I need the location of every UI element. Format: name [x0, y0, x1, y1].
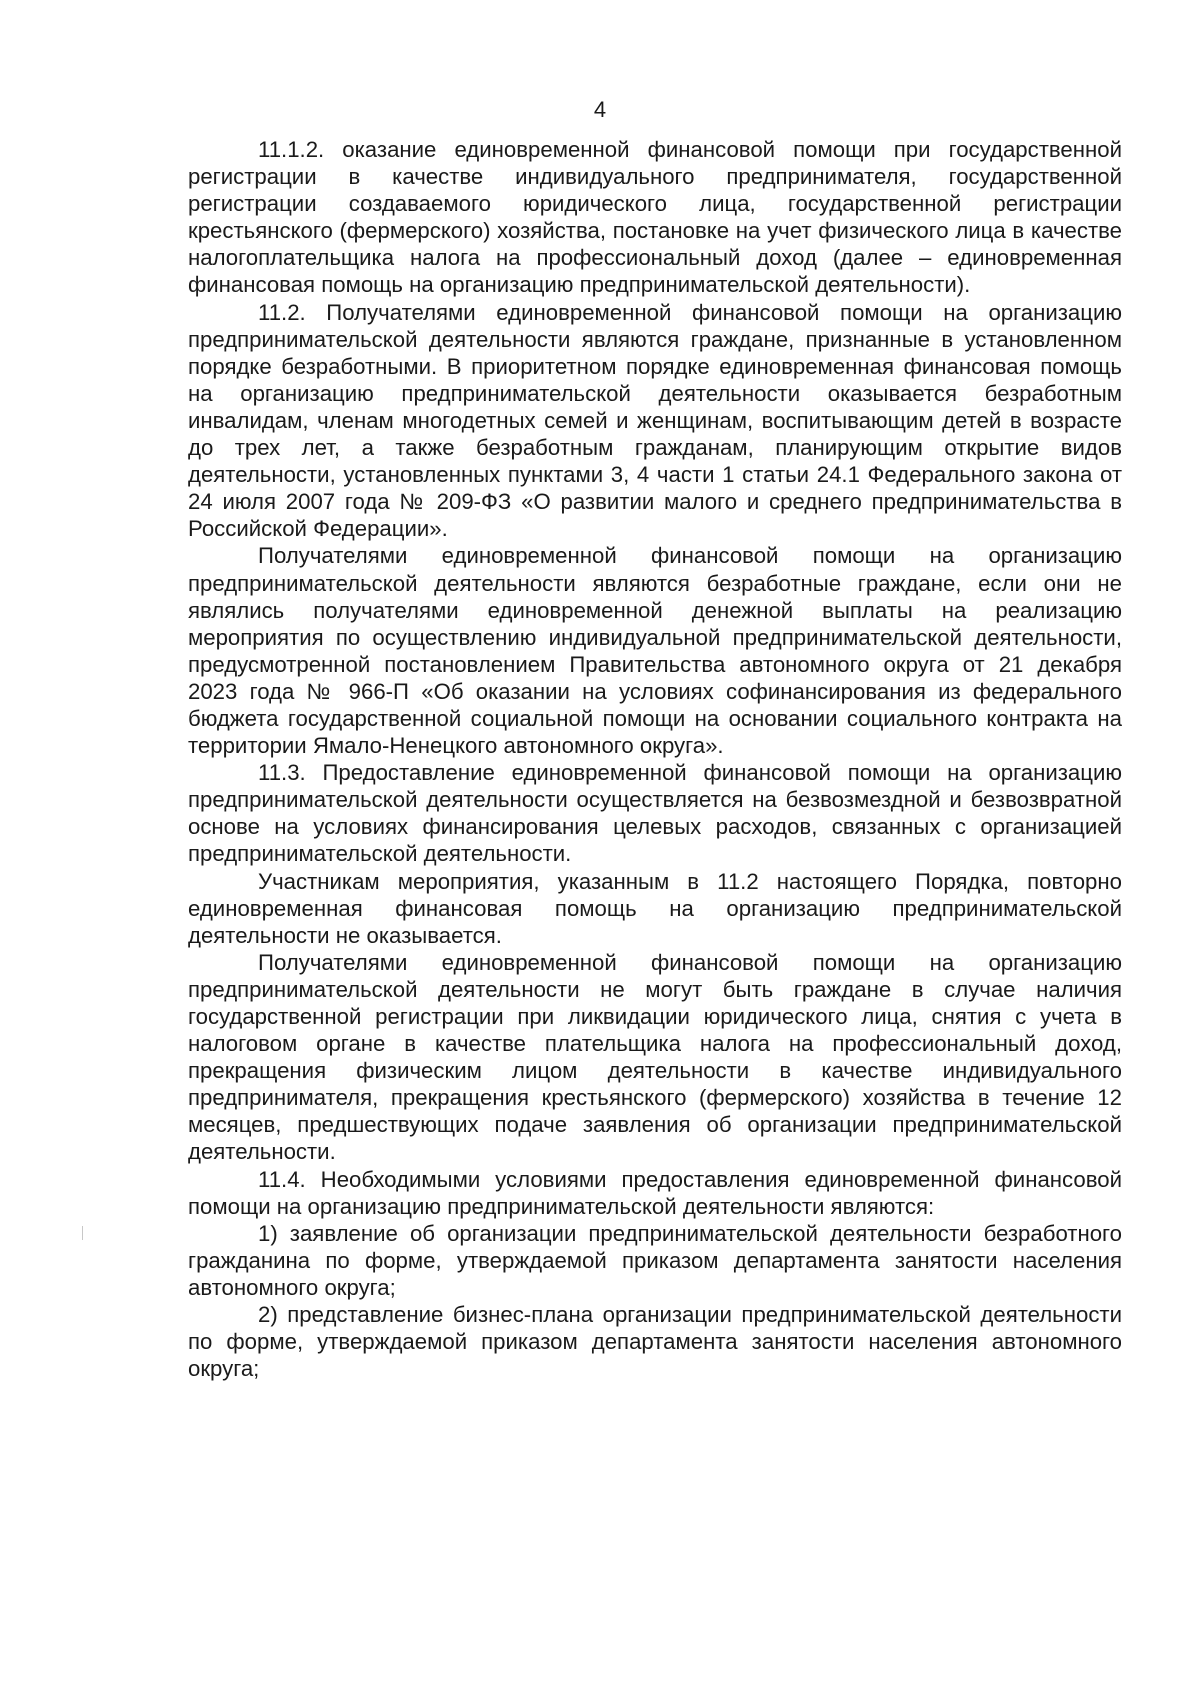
- paragraph-11-3: 11.3. Предоставление единовременной финансовой помощи на организацию предпринимательской деятельности осуществляется на безвозмездной и безвозвратной основе на условиях финансирования целевых расходов, связанных с организацией предпринимательской деятельности.: [188, 760, 1122, 867]
- paragraph-11-3-participants: Участникам мероприятия, указанным в 11.2 настоящего Порядка, повторно единовременная финансовая помощь на организацию предпринимательской деятельности не оказывается.: [188, 868, 1122, 948]
- scan-margin-mark: [82, 1226, 83, 1240]
- paragraph-11-1-2: 11.1.2. оказание единовременной финансовой помощи при государственной регистрации в качестве индивидуального предпринимателя, государственной регистрации создаваемого юридического лица, государственной регистрации крестьянского (фермерского) хозяйства, постановке на учет физического лица в качестве налогоплательщика налога на профессиональный доход (далее – единовременная финансовая помощь на организацию предпринимательской деятельности).: [188, 137, 1122, 298]
- paragraph-11-2-recipients: Получателями единовременной финансовой помощи на организацию предпринимательской деятельности являются безработные граждане, если они не являлись получателями единовременной денежной выплаты на реализацию мероприятия по осуществлению индивидуальной предпринимательской деятельности, предусмотренной постановлением Правительства автономного округа от 21 декабря 2023 года № 966-П «Об оказании на условиях софинансирования из федерального бюджета государственной социальной помощи на основании социального контракта на территории Ямало-Ненецкого автономного округа».: [188, 543, 1122, 759]
- paragraph-11-2: 11.2. Получателями единовременной финансовой помощи на организацию предпринимательской деятельности являются граждане, признанные в установленном порядке безработными. В приоритетном порядке единовременная финансовая помощь на организацию предпринимательской деятельности оказывается безработным инвалидам, членам многодетных семей и женщинам, воспитывающим детей в возрасте до трех лет, а также безработным гражданам, планирующим открытие видов деятельности, установленных пунктами 3, 4 части 1 статьи 24.1 Федерального закона от 24 июля 2007 года № 209-ФЗ «О развитии малого и среднего предпринимательства в Российской Федерации».: [188, 299, 1122, 542]
- paragraph-11-4-item-1: 1) заявление об организации предпринимательской деятельности безработного гражданина по форме, утверждаемой приказом департамента занятости населения автономного округа;: [188, 1220, 1122, 1300]
- document-body: [188, 136, 1122, 1382]
- paragraph-11-4: 11.4. Необходимыми условиями предоставления единовременной финансовой помощи на организацию предпринимательской деятельности являются:: [188, 1166, 1122, 1219]
- paragraph-11-3-exclusions: Получателями единовременной финансовой помощи на организацию предпринимательской деятельности не могут быть граждане в случае наличия государственной регистрации при ликвидации юридического лица, снятия с учета в налоговом органе в качестве плательщика налога на профессиональный доход, прекращения физическим лицом деятельности в качестве индивидуального предпринимателя, прекращения крестьянского (фермерского) хозяйства в течение 12 месяцев, предшествующих подаче заявления об организации предпринимательской деятельности.: [188, 949, 1122, 1165]
- page-number: 4: [593, 97, 607, 122]
- paragraph-11-4-item-2: 2) представление бизнес-плана организации предпринимательской деятельности по форме, утверждаемой приказом департамента занятости населения автономного округа;: [188, 1302, 1122, 1382]
